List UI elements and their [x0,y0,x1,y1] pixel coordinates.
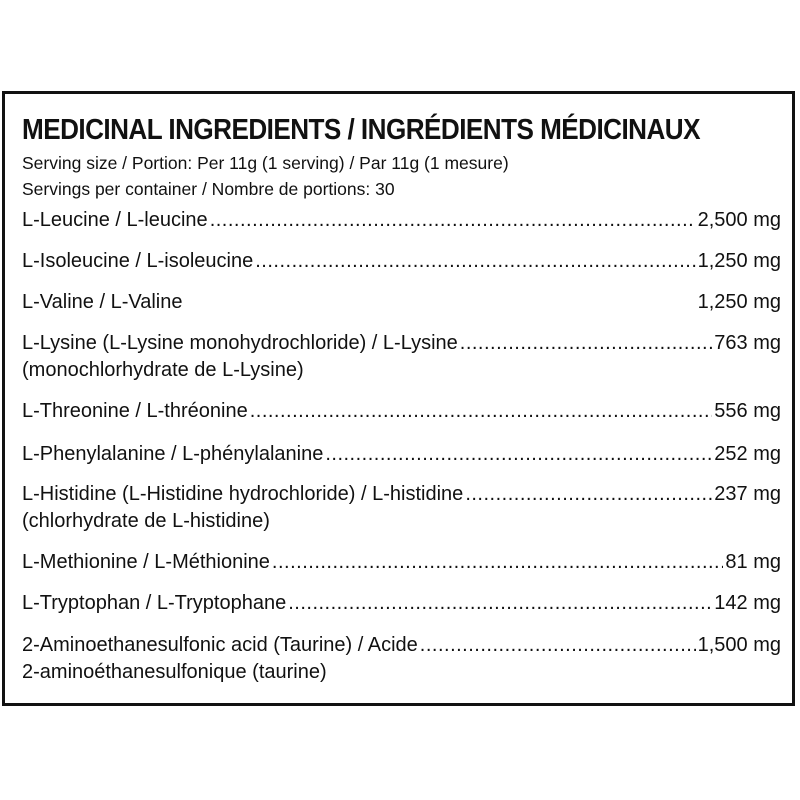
serving-size: Serving size / Portion: Per 11g (1 serving) / Par 11g (1 mesure) [22,153,509,173]
dot-leader [272,549,723,576]
ingredient-amount: 237 mg [714,483,781,505]
ingredient-amount: 1,250 mg [697,250,781,272]
ingredient-amount: 1,250 mg [697,291,781,313]
dot-leader [250,398,713,425]
ingredient-name: L-Histidine (L-Histidine hydrochloride) / L-histidine [22,483,464,505]
dot-leader [288,590,712,617]
ingredient-name-continuation: 2-aminoéthanesulfonique (taurine) [22,661,327,683]
ingredient-amount: 81 mg [725,551,781,573]
ingredient-name: 2-Aminoethanesulfonic acid (Taurine) / Acide [22,634,418,656]
ingredient-amount: 556 mg [714,400,781,422]
ingredient-name-continuation: (chlorhydrate de L-histidine) [22,510,270,532]
servings-per-container: Servings per container / Nombre de portions: 30 [22,179,395,199]
ingredient-amount: 142 mg [714,592,781,614]
ingredient-name: L-Threonine / L-thréonine [22,400,248,422]
ingredient-amount: 1,500 mg [697,634,781,656]
ingredient-name: L-Isoleucine / L-isoleucine [22,250,254,272]
panel-title: MEDICINAL INGREDIENTS / INGRÉDIENTS MÉDICINAUX [22,114,700,146]
ingredient-amount: 763 mg [714,332,781,354]
dot-leader [210,207,696,234]
medicinal-ingredients-panel [2,91,795,706]
ingredient-name: L-Lysine (L-Lysine monohydrochloride) / L-Lysine [22,332,458,354]
ingredient-row [22,289,781,316]
dot-leader [420,632,696,659]
dot-leader [325,441,712,468]
dot-leader [460,330,713,357]
dot-leader [255,248,695,275]
ingredient-row [22,207,781,234]
ingredient-row [22,590,781,617]
ingredient-row [22,632,781,686]
ingredient-row [22,398,781,425]
ingredient-amount: 252 mg [714,443,781,465]
ingredient-row [22,481,781,535]
ingredient-name: L-Methionine / L-Méthionine [22,551,270,573]
ingredient-name: L-Phenylalanine / L-phénylalanine [22,443,324,465]
ingredient-row [22,330,781,384]
ingredient-row [22,549,781,576]
ingredient-row [22,248,781,275]
ingredient-row [22,441,781,468]
ingredient-amount: 2,500 mg [697,209,781,231]
ingredient-name: L-Leucine / L-leucine [22,209,208,231]
dot-leader [465,481,712,508]
ingredient-name: L-Tryptophan / L-Tryptophane [22,592,287,614]
ingredient-name-continuation: (monochlorhydrate de L-Lysine) [22,359,304,381]
ingredient-name: L-Valine / L-Valine [22,291,183,313]
